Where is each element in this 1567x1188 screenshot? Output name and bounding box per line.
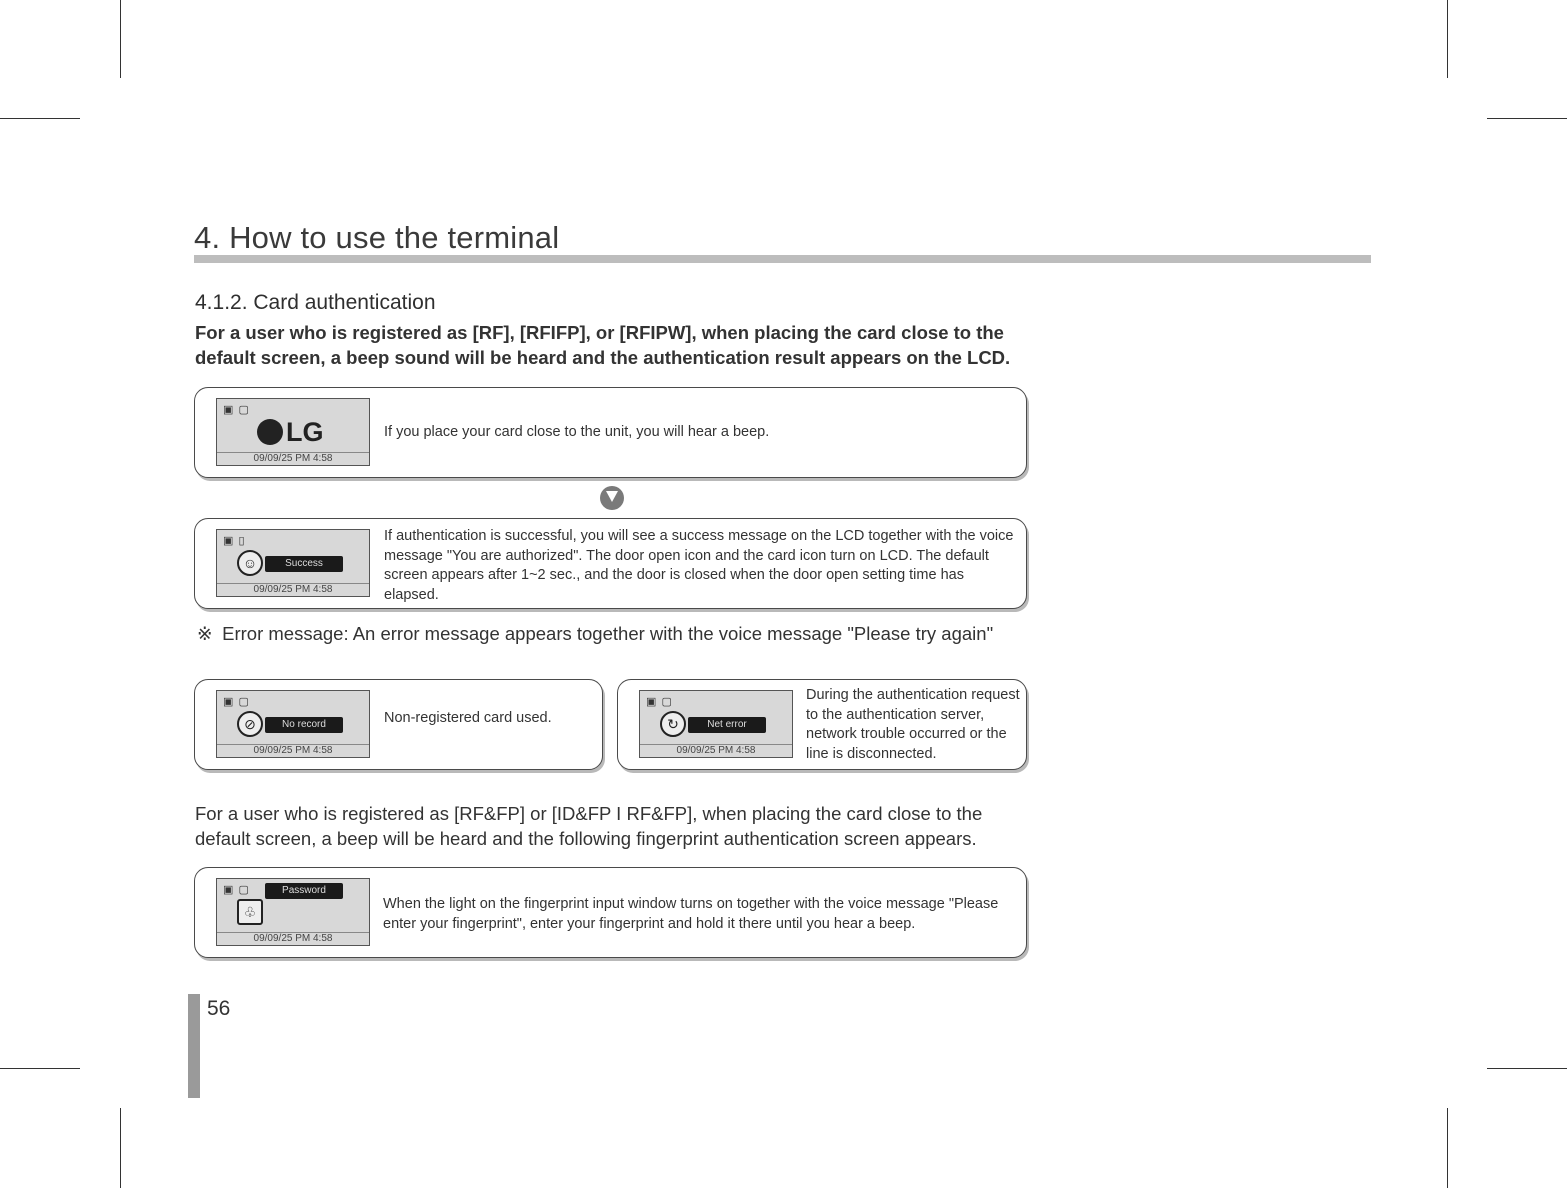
crop-mark	[1487, 1068, 1567, 1069]
net-error-text: During the authentication request to the authentication server, network trouble occurred or the line is disconnected.	[806, 687, 1020, 762]
status-icons: ▣ ▯	[223, 535, 246, 547]
page-number: 56	[207, 997, 231, 1020]
crop-mark	[1447, 1108, 1448, 1188]
crop-mark	[0, 1068, 80, 1069]
beep-text: If you place your card close to the unit, you will hear a beep.	[384, 424, 770, 440]
lcd-timestamp: 09/09/25 PM 4:58	[217, 583, 369, 595]
crop-mark	[120, 1108, 121, 1188]
title-rule	[194, 255, 1371, 263]
intro-paragraph: For a user who is registered as [RF], [RFIFP], or [RFIPW], when placing the card close to the default screen, a beep sound will be heard and the authentication result appears on the LCD.	[195, 322, 1011, 368]
lcd-timestamp: 09/09/25 PM 4:58	[217, 452, 369, 464]
success-text: If authentication is successful, you will see a success message on the LCD together with the voice message "You are authorized". The door open icon and the card icon turn on LCD. The default screen appears after 1~2 sec., and the door is closed when the door open setting time has elapsed.	[384, 528, 1014, 603]
refresh-icon: ↻	[660, 711, 686, 737]
status-icons: ▣ ▢	[223, 884, 250, 896]
no-record-text: Non-registered card used.	[384, 710, 552, 726]
lcd-screen-success	[216, 529, 370, 597]
password-badge: Password	[265, 883, 343, 899]
net-error-badge: Net error	[688, 717, 766, 733]
lg-logo: LG	[257, 417, 324, 448]
error-note: ※ Error message: An error message appears together with the voice message "Please try again"	[197, 623, 994, 644]
fingerprint-panel	[194, 867, 1027, 958]
success-panel	[194, 518, 1027, 609]
smiley-icon: ☺	[237, 550, 263, 576]
status-icons: ▣ ▢	[646, 696, 673, 708]
no-record-badge: No record	[265, 717, 343, 733]
lcd-screen-password	[216, 878, 370, 946]
lcd-screen-logo	[216, 398, 370, 466]
lcd-timestamp: 09/09/25 PM 4:58	[217, 744, 369, 756]
no-record-panel	[194, 679, 603, 770]
page-title: 4. How to use the terminal	[194, 220, 560, 255]
section-heading: 4.1.2. Card authentication	[195, 291, 436, 314]
lcd-timestamp: 09/09/25 PM 4:58	[640, 744, 792, 756]
lg-logo-icon	[257, 419, 283, 445]
arrow-down-icon	[600, 486, 624, 510]
reference-mark: ※	[197, 623, 213, 644]
crop-mark	[0, 118, 80, 119]
lcd-screen-no-record	[216, 690, 370, 758]
fingerprint-icon: ♧	[237, 899, 263, 925]
no-card-icon: ⊘	[237, 711, 263, 737]
net-error-panel	[617, 679, 1027, 770]
crop-mark	[1447, 0, 1448, 78]
lcd-timestamp: 09/09/25 PM 4:58	[217, 932, 369, 944]
beep-panel	[194, 387, 1027, 478]
status-icons: ▣ ▢	[223, 404, 250, 416]
fingerprint-intro: For a user who is registered as [RF&FP] or [ID&FP I RF&FP], when placing the card close to the default screen, a beep will be heard and the following fingerprint authentication screen appears.	[195, 803, 983, 849]
success-badge: Success	[265, 556, 343, 572]
page-number-bar	[188, 994, 200, 1098]
fingerprint-text: When the light on the fingerprint input window turns on together with the voice message "Please enter your fingerprint", enter your fingerprint and hold it there until you hear a beep.	[383, 896, 999, 932]
crop-mark	[120, 0, 121, 78]
lcd-screen-net-error	[639, 690, 793, 758]
status-icons: ▣ ▢	[223, 696, 250, 708]
crop-mark	[1487, 118, 1567, 119]
